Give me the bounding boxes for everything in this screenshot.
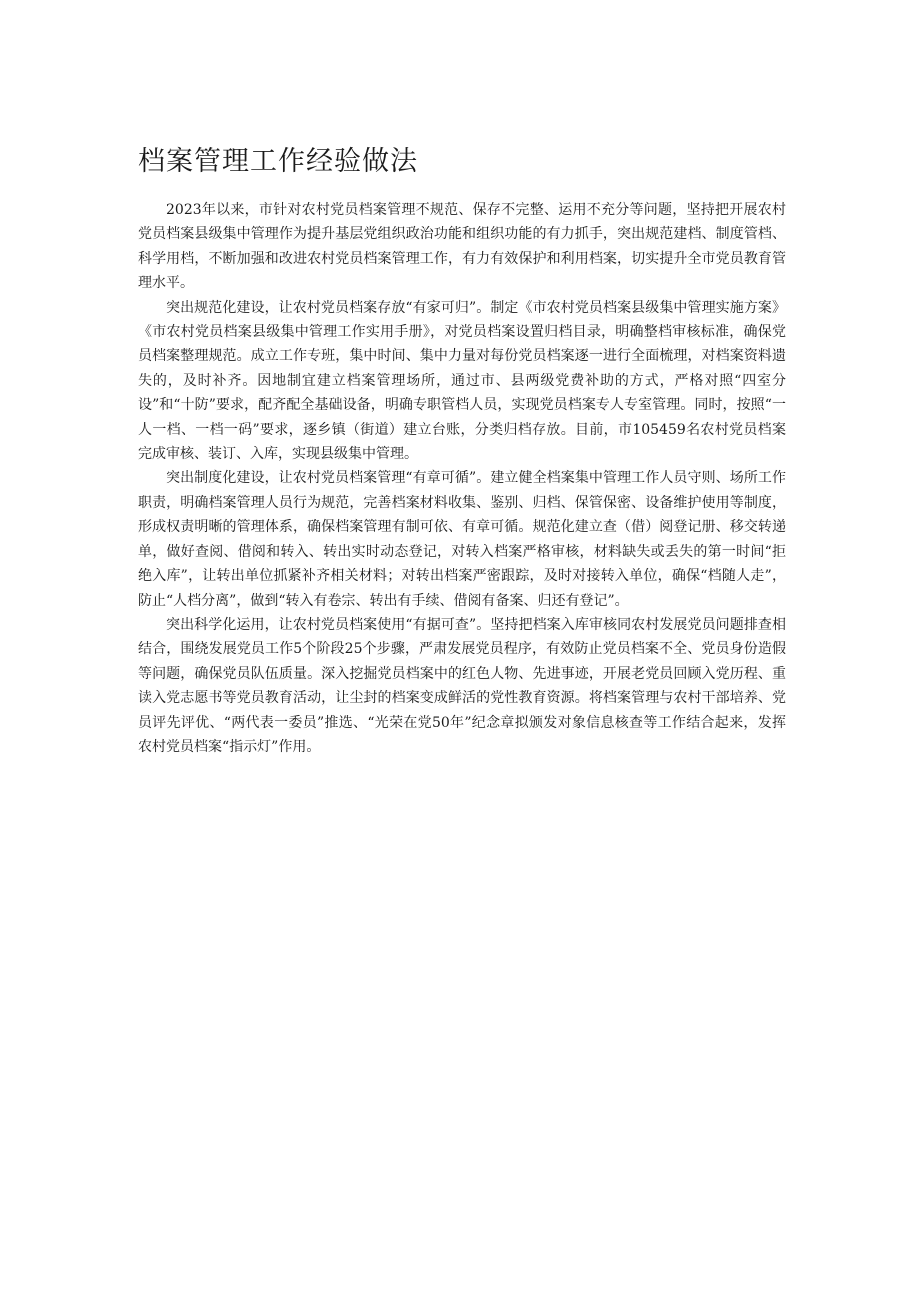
paragraph-standardization: 突出规范化建设，让农村党员档案存放“有家可归”。制定《市农村党员档案县级集中管理实施方案》《市农村党员档案县级集中管理工作实用手册》，对党员档案设置归档目录，明确整档审核标准，确保党员档案整理规范。成立工作专班，集中时间、集中力量对每份党员档案逐一进行全面梳理，对档案资料遗失的，及时补齐。因地制宜建立档案管理场所，通过市、县两级党费补助的方式，严格对照“四室分设”和“十防”要求，配齐配全基础设备，明确专职管档人员，实现党员档案专人专室管理。同时，按照“一人一档、一档一码”要求，逐乡镇（街道）建立台账，分类归档存放。目前，市105459名农村党员档案完成审核、装订、入库，实现县级集中管理。 [138,299,786,463]
paragraph-intro: 2023年以来，市针对农村党员档案管理不规范、保存不完整、运用不充分等问题，坚持把开展农村党员档案县级集中管理作为提升基层党组织政治功能和组织功能的有力抓手，突出规范建档、制度管档、科学用档，不断加强和改进农村党员档案管理工作，有力有效保护和利用档案，切实提升全市党员教育管理水平。 [138,202,786,292]
paragraph-institutionalization: 突出制度化建设，让农村党员档案管理“有章可循”。建立健全档案集中管理工作人员守则、场所工作职责，明确档案管理人员行为规范，完善档案材料收集、鉴别、归档、保管保密、设备维护使用等制度，形成权责明晰的管理体系，确保档案管理有制可依、有章可循。规范化建立查（借）阅登记册、移交转递单，做好查阅、借阅和转入、转出实时动态登记，对转入档案严格审核，材料缺失或丢失的第一时间“拒绝入库”，让转出单位抓紧补齐相关材料；对转出档案严密跟踪，及时对接转入单位，确保“档随人走”，防止“人档分离”，做到“转入有卷宗、转出有手续、借阅有备案、归还有登记”。 [138,470,786,609]
document-body [138,198,786,759]
paragraph-scientific-use: 突出科学化运用，让农村党员档案使用“有据可查”。坚持把档案入库审核同农村发展党员问题排查相结合，围绕发展党员工作5个阶段25个步骤，严肃发展党员程序，有效防止党员档案不全、党员身份造假等问题，确保党员队伍质量。深入挖掘党员档案中的红色人物、先进事迹，开展老党员回顾入党历程、重读入党志愿书等党员教育活动，让尘封的档案变成鲜活的党性教育资源。将档案管理与农村干部培养、党员评先评优、“两代表一委员”推选、“光荣在党50年”纪念章拟颁发对象信息核查等工作结合起来，发挥农村党员档案“指示灯”作用。 [138,616,786,755]
document-title: 档案管理工作经验做法 [138,146,418,177]
